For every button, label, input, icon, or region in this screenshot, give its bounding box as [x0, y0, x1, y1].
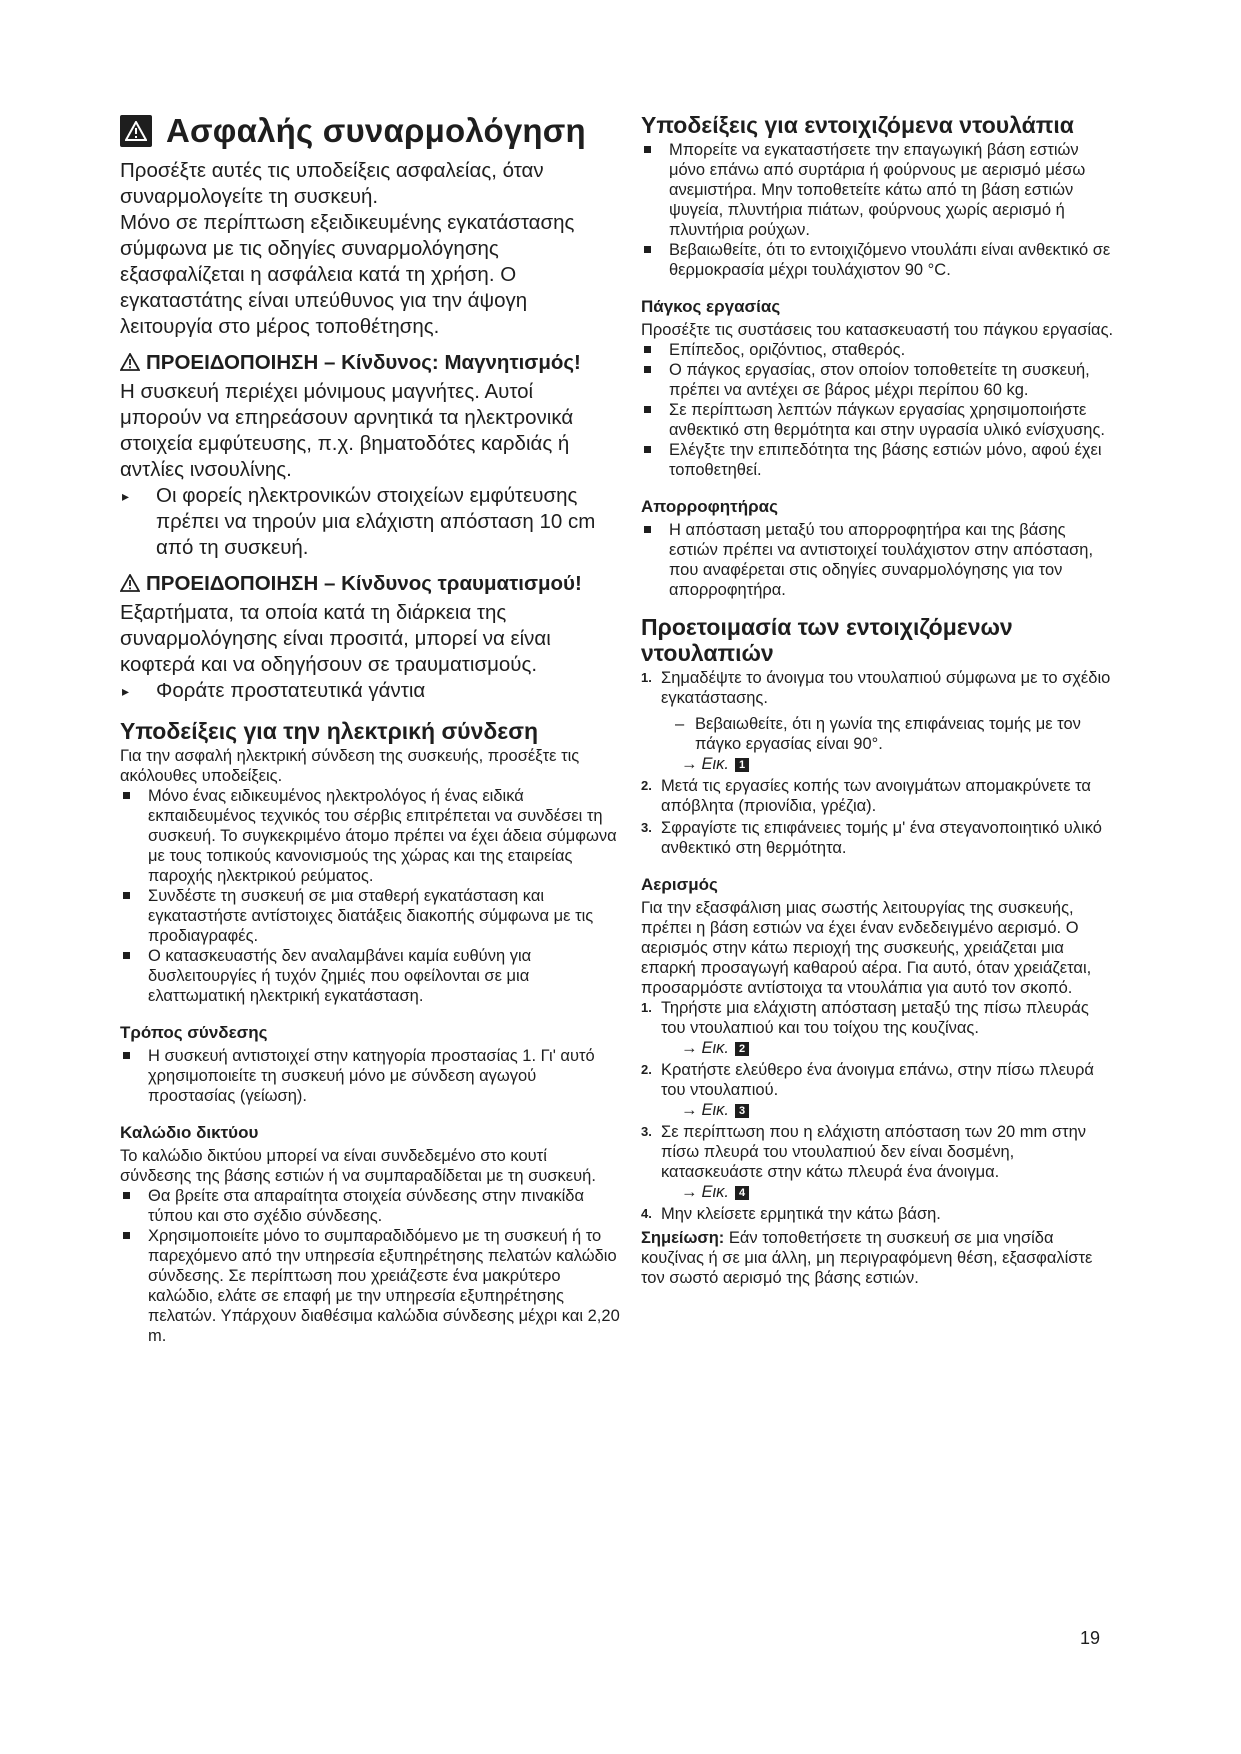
list-item: Βεβαιωθείτε, ότι το εντοιχιζόμενο ντουλάπι είναι ανθεκτικό σε θερμοκρασία μέχρι τουλάχιστον 90 °C.: [641, 240, 1116, 280]
worktop-list: [641, 340, 1116, 480]
warning-action-list: [120, 483, 620, 561]
note-text: Εάν τοποθετήσετε τη συσκευή σε μια νησίδα κουζίνας ή σε μια άλλη, μη περιγραφόμενη θέση, εξασφαλίστε τον σωστό αερισμό της βάσης εστιών.: [641, 1229, 1093, 1287]
step-text: Σφραγίστε τις επιφάνειες τομής μ' ένα στεγανοποιητικό υλικό ανθεκτικό στη θερμότητα.: [661, 819, 1102, 857]
step-item: [641, 668, 1116, 774]
arrow-right-icon: →: [681, 1039, 698, 1057]
step-subitem: – Βεβαιωθείτε, ότι η γωνία της επιφάνειας τομής με τον πάγκο εργασίας είναι 90°.: [661, 714, 1116, 754]
step-text: Μην κλείσετε ερμητικά την κάτω βάση.: [661, 1205, 941, 1223]
step-number: 3.: [641, 820, 652, 835]
figure-number-badge: 2: [735, 1042, 749, 1056]
left-column: [120, 112, 620, 1346]
figure-label: Εικ.: [701, 1101, 730, 1119]
step-item: [641, 1204, 1116, 1224]
page-number: 19: [1080, 1628, 1101, 1648]
ventilation-note: [641, 1228, 1116, 1288]
arrow-right-icon: →: [681, 755, 698, 773]
step-item: [641, 776, 1116, 816]
ventilation-heading: Αερισμός: [641, 875, 718, 894]
page-title: Ασφαλής συναρμολόγηση: [166, 112, 586, 149]
warning-triangle-icon: [120, 115, 152, 147]
step-item: [641, 818, 1116, 858]
warning-action-list: [120, 678, 620, 704]
list-item: Ελέγξτε την επιπεδότητα της βάσης εστιών μόνο, αφού έχει τοποθετηθεί.: [641, 440, 1116, 480]
prep-heading: Προετοιμασία των εντοιχιζόμενων ντουλαπιών: [641, 614, 1013, 666]
list-item: Θα βρείτε στα απαραίτητα στοιχεία σύνδεσης στην πινακίδα τύπου και στο σχέδιο σύνδεσης.: [120, 1186, 620, 1226]
electric-intro: Για την ασφαλή ηλεκτρική σύνδεση της συσκευής, προσέξτε τις ακόλουθες υποδείξεις.: [120, 747, 580, 785]
step-text: Σημαδέψτε το άνοιγμα του ντουλαπιού σύμφωνα με το σχέδιο εγκατάστασης.: [661, 669, 1111, 707]
figure-reference: [661, 1182, 1116, 1202]
list-item: Συνδέστε τη συσκευή σε μια σταθερή εγκατάσταση και εγκαταστήστε αντίστοιχες διατάξεις διακοπής σύμφωνα με τις προδιαγραφές.: [120, 886, 620, 946]
step-text: Σε περίπτωση που η ελάχιστη απόσταση των 20 mm στην πίσω πλευρά του ντουλαπιού δεν είναι δοσμένη, κατασκευάστε στην κάτω πλευρά ένα άνοιγμα.: [661, 1123, 1086, 1181]
list-item: ▸ Φοράτε προστατευτικά γάντια: [120, 678, 620, 704]
ventilation-intro: Για την εξασφάλιση μιας σωστής λειτουργίας της συσκευής, πρέπει η βάση εστιών να έχει έναν ενδεδειγμένο αερισμό. Ο αερισμός στην κάτω περιοχή της συσκευής, χρειάζεται μια επαρκή προσαγωγή καθαρού αέρα. Για αυτό, όταν χρειάζεται, προσαρμόστε αντίστοιχα τα ντουλάπια για αυτό τον σκοπό.: [641, 899, 1092, 997]
cable-heading: Καλώδιο δικτύου: [120, 1123, 259, 1142]
prep-steps: [641, 668, 1116, 858]
intro-paragraph: Μόνο σε περίπτωση εξειδικευμένης εγκατάστασης σύμφωνα με τις οδηγίες συναρμολόγησης εξασφαλίζεται η ασφάλεια κατά τη χρήση. Ο εγκαταστάτης είναι υπεύθυνος για την άψογη λειτουργία στο μέρος τοποθέτησης.: [120, 211, 575, 338]
step-item: [641, 1122, 1116, 1202]
list-item: Επίπεδος, οριζόντιος, σταθερός.: [641, 340, 1116, 360]
step-text: Τηρήστε μια ελάχιστη απόσταση μεταξύ της πίσω πλευράς του ντουλαπιού και του τοίχου της κουζίνας.: [661, 999, 1089, 1037]
connection-list: [120, 1046, 620, 1106]
warning-heading-magnetism: [120, 350, 620, 377]
figure-reference: [661, 754, 1116, 774]
cabinets-list: [641, 140, 1116, 280]
warning-heading-injury: [120, 571, 620, 598]
step-item: [641, 1060, 1116, 1120]
figure-number-badge: 4: [735, 1186, 749, 1200]
list-item: Μόνο ένας ειδικευμένος ηλεκτρολόγος ή ένας ειδικά εκπαιδευμένος τεχνικός του σέρβις επιτρέπεται να συνδέσει τη συσκευή. Το συγκεκριμένο άτομο πρέπει να έχει άδεια σύμφωνα με τους τοπικούς κανονισμούς της χώρας και της εταιρείας παροχής ηλεκτρικού ρεύματος.: [120, 786, 620, 886]
warning-text: Εξαρτήματα, τα οποία κατά τη διάρκεια της συναρμολόγησης είναι προσιτά, μπορεί να είναι κοφτερά και να οδηγήσουν σε τραυματισμούς.: [120, 601, 551, 676]
ventilation-steps: [641, 998, 1116, 1224]
list-item: Ο κατασκευαστής δεν αναλαμβάνει καμία ευθύνη για δυσλειτουργίες ή τυχόν ζημιές που οφείλονται σε μια ελαττωματική ηλεκτρική εγκατάσταση.: [120, 946, 620, 1006]
electric-heading: Υποδείξεις για την ηλεκτρική σύνδεση: [120, 718, 539, 744]
figure-number-badge: 1: [735, 758, 749, 772]
hood-list: [641, 520, 1116, 600]
worktop-heading: Πάγκος εργασίας: [641, 297, 781, 316]
step-number: 1.: [641, 670, 652, 685]
worktop-intro: Προσέξτε τις συστάσεις του κατασκευαστή του πάγκου εργασίας.: [641, 321, 1114, 339]
warning-text: Η συσκευή περιέχει μόνιμους μαγνήτες. Αυτοί μπορούν να επηρεάσουν αρνητικά τα ηλεκτρονικά στοιχεία εμφύτευσης, π.χ. βηματοδότες καρδιάς ή αντλίες ινσουλίνης.: [120, 380, 574, 481]
connection-heading: Τρόπος σύνδεσης: [120, 1023, 268, 1042]
arrow-right-icon: →: [681, 1183, 698, 1201]
warning-triangle-icon: [120, 573, 140, 598]
list-item: Σε περίπτωση λεπτών πάγκων εργασίας χρησιμοποιήστε ανθεκτικό στη θερμότητα και στην υγρασία υλικό ενίσχυσης.: [641, 400, 1116, 440]
warning-triangle-icon: [120, 352, 140, 377]
arrow-right-icon: →: [681, 1101, 698, 1119]
note-label: Σημείωση:: [641, 1229, 725, 1247]
step-text: Μετά τις εργασίες κοπής των ανοιγμάτων απομακρύνετε τα απόβλητα (πριονίδια, γρέζια).: [661, 777, 1091, 815]
figure-reference: [661, 1038, 1116, 1058]
list-item: Η συσκευή αντιστοιχεί στην κατηγορία προστασίας 1. Γι' αυτό χρησιμοποιείτε τη συσκευή μόνο με σύνδεση αγωγού προστασίας (γείωση).: [120, 1046, 620, 1106]
intro-paragraph: Προσέξτε αυτές τις υποδείξεις ασφαλείας, όταν συναρμολογείτε τη συσκευή.: [120, 159, 544, 208]
list-item: ▸ Οι φορείς ηλεκτρονικών στοιχείων εμφύτευσης πρέπει να τηρούν μια ελάχιστη απόσταση 10 cm από τη συσκευή.: [120, 483, 620, 561]
figure-reference: [661, 1100, 1116, 1120]
cable-intro: Το καλώδιο δικτύου μπορεί να είναι συνδεδεμένο στο κουτί σύνδεσης της βάσης εστιών ή να συμπαραδίδεται με τη συσκευή.: [120, 1147, 596, 1185]
list-item: Μπορείτε να εγκαταστήσετε την επαγωγική βάση εστιών μόνο επάνω από συρτάρια ή φούρνους με αερισμό μέσω ανεμιστήρα. Μην τοποθετείτε κάτω από τη βάση εστιών ψυγεία, πλυντήρια πιάτων, φούρνους χωρίς αερισμό ή πλυντήρια ρούχων.: [641, 140, 1116, 240]
warning-heading-text: ΠΡΟΕΙΔΟΠΟΙΗΣΗ – Κίνδυνος τραυματισμού!: [146, 572, 582, 595]
warning-heading-text: ΠΡΟΕΙΔΟΠΟΙΗΣΗ – Κίνδυνος: Μαγνητισμός!: [146, 351, 581, 374]
cabinets-heading: Υποδείξεις για εντοιχιζόμενα ντουλάπια: [641, 112, 1074, 138]
figure-label: Εικ.: [701, 1039, 730, 1057]
list-item: Η απόσταση μεταξύ του απορροφητήρα και της βάσης εστιών πρέπει να αντιστοιχεί τουλάχιστον στην απόσταση, που αναφέρεται στις οδηγίες συναρμολόγησης για τον απορροφητήρα.: [641, 520, 1116, 600]
step-number: 2.: [641, 778, 652, 793]
electric-list: [120, 786, 620, 1006]
figure-number-badge: 3: [735, 1104, 749, 1118]
right-column: [641, 112, 1116, 1288]
list-item: Χρησιμοποιείτε μόνο το συμπαραδιδόμενο με τη συσκευή ή το παρεχόμενο από την υπηρεσία εξυπηρέτησης πελατών καλώδιο σύνδεσης. Σε περίπτωση που χρειάζεστε ένα μακρύτερο καλώδιο, ελάτε σε επαφή με την υπηρεσία εξυπηρέτησης πελατών. Υπάρχουν διαθέσιμα καλώδια σύνδεσης μέχρι και 2,20 m.: [120, 1226, 620, 1346]
figure-label: Εικ.: [701, 1183, 730, 1201]
step-item: [641, 998, 1116, 1058]
section-title: [120, 112, 620, 150]
step-number: 2.: [641, 1062, 652, 1077]
hood-heading: Απορροφητήρας: [641, 497, 778, 516]
cable-list: [120, 1186, 620, 1346]
step-number: 3.: [641, 1124, 652, 1139]
step-text: Κρατήστε ελεύθερο ένα άνοιγμα επάνω, στην πίσω πλευρά του ντουλαπιού.: [661, 1061, 1094, 1099]
figure-label: Εικ.: [701, 755, 730, 773]
step-number: 1.: [641, 1000, 652, 1015]
list-item: Ο πάγκος εργασίας, στον οποίον τοποθετείτε τη συσκευή, πρέπει να αντέχει σε βάρος μέχρι περίπου 60 kg.: [641, 360, 1116, 400]
step-number: 4.: [641, 1206, 652, 1221]
